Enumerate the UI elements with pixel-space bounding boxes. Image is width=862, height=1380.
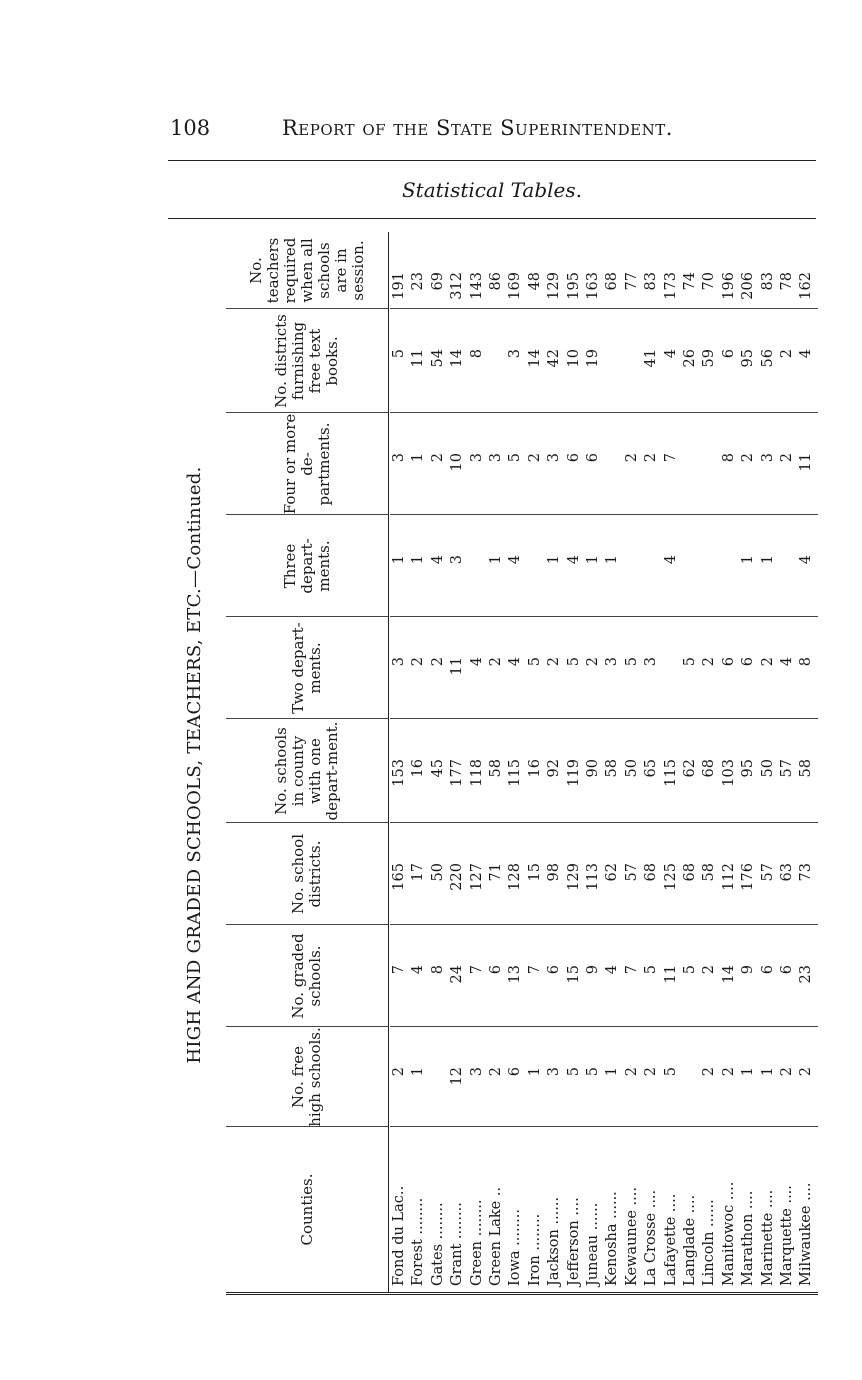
table-cell: 5 (585, 1067, 601, 1077)
table-cell: 58 (604, 759, 621, 778)
table-cell: 165 (391, 863, 407, 891)
table-cell: 41 (643, 349, 660, 368)
table-cell: 23 (798, 965, 815, 984)
county-name: Gates ........ (429, 1202, 446, 1286)
table-cell: 3 (468, 1067, 485, 1077)
table-cell: 65 (643, 759, 660, 778)
table-cell: 54 (429, 349, 446, 368)
table-cell (642, 555, 662, 617)
table-cell: 98 (546, 863, 563, 882)
column-header-7: Four or more de-partments. (226, 412, 388, 515)
table-cell: 118 (468, 759, 485, 787)
column-separator (390, 412, 818, 413)
county-name: Langlade .... (682, 1194, 698, 1286)
table-cell: 5 (682, 965, 698, 975)
table-cell: 8 (429, 965, 446, 975)
table-cell: 7 (468, 965, 485, 975)
table-cell: 83 (759, 272, 776, 291)
table-cell: 119 (565, 759, 582, 787)
column-header-0: Counties. (226, 1126, 388, 1292)
table-cell: 1 (410, 453, 427, 463)
table-row (603, 232, 623, 1292)
table-cell: 86 (488, 272, 504, 291)
table-cell: 23 (410, 272, 427, 291)
table-cell: 1 (410, 1067, 427, 1077)
column-separator (390, 718, 818, 719)
table-cell (623, 349, 643, 413)
table-cell (681, 1067, 701, 1127)
table-cell: 1 (604, 555, 621, 565)
table-cell: 3 (391, 453, 407, 463)
table-cell: 3 (759, 453, 776, 463)
table-cell: 5 (507, 453, 524, 463)
county-name: Kewaunee .... (623, 1187, 640, 1286)
table-cell: 57 (779, 759, 795, 778)
table-row (448, 232, 468, 1292)
county-name: Iowa ........ (507, 1209, 524, 1286)
table-cell: 57 (623, 863, 640, 882)
county-name: Manitowoc .... (720, 1181, 737, 1286)
county-name: Jefferson .... (565, 1197, 582, 1286)
table-cell (429, 1067, 449, 1127)
table-cell: 56 (759, 349, 776, 368)
table-cell: 9 (740, 965, 757, 975)
table-cell: 11 (798, 453, 815, 472)
table-cell: 177 (449, 759, 466, 787)
table-cell: 16 (410, 759, 427, 778)
table-cell: 2 (779, 349, 795, 359)
table-cell: 1 (740, 1067, 757, 1077)
table-cell: 2 (798, 1067, 815, 1077)
table-cell: 2 (740, 453, 757, 463)
table-cell: 14 (720, 965, 737, 984)
table-cell: 68 (643, 863, 660, 882)
table-row (468, 232, 488, 1292)
table-row (390, 232, 410, 1292)
table-cell: 78 (779, 272, 795, 291)
table-cell: 115 (507, 759, 524, 787)
table-cell: 95 (740, 349, 757, 368)
table-cell: 103 (720, 759, 737, 787)
table-cell: 173 (662, 272, 679, 300)
table-cell: 5 (662, 1067, 679, 1077)
table-cell (681, 555, 701, 617)
table-cell: 2 (488, 1067, 504, 1077)
county-name: Milwaukee .... (798, 1182, 815, 1286)
table-cell (603, 349, 623, 413)
table-frame (226, 232, 818, 1295)
table-cell: 68 (701, 759, 718, 778)
county-name: Marinette .... (759, 1189, 776, 1286)
table-cell: 3 (507, 349, 524, 359)
top-rule (168, 160, 816, 161)
table-cell: 19 (585, 349, 601, 368)
table-cell: 59 (701, 349, 718, 368)
table-cell (778, 555, 798, 617)
table-cell (526, 555, 546, 617)
section-title: Statistical Tables. (401, 178, 583, 202)
county-name: Marathon .... (740, 1190, 757, 1286)
column-header-9: No. teachers required when all schools are in session. (246, 237, 367, 304)
table-cell: 2 (429, 453, 446, 463)
table-cell: 1 (546, 555, 563, 565)
table-cell: 12 (449, 1067, 466, 1086)
table-cell: 63 (779, 863, 795, 882)
table-cell: 15 (526, 863, 543, 882)
table-row (506, 232, 526, 1292)
table-cell: 45 (429, 759, 446, 778)
table-cell: 4 (507, 555, 524, 565)
table-row (720, 232, 740, 1292)
table-cell: 1 (391, 555, 407, 565)
table-cell: 128 (507, 863, 524, 891)
table-header-row (226, 232, 389, 1292)
column-header-8: No. districts furnishing free text books. (226, 308, 388, 413)
page-number: 108 (170, 116, 211, 140)
table-cell: 191 (391, 272, 407, 300)
table-cell: 4 (662, 349, 679, 359)
table-cell: 1 (759, 555, 776, 565)
table-row (409, 232, 429, 1292)
county-name: La Crosse .... (643, 1189, 660, 1286)
column-header-3: No. school districts. (226, 822, 388, 925)
table-cell: 7 (526, 965, 543, 975)
table-cell: 8 (468, 349, 485, 359)
table-cell: 16 (526, 759, 543, 778)
county-name: Juneau ...... (585, 1202, 601, 1286)
table-cell: 1 (488, 555, 504, 565)
table-cell: 5 (565, 1067, 582, 1077)
table-cell: 2 (701, 1067, 718, 1077)
table-cell: 5 (643, 965, 660, 975)
table-cell: 4 (507, 657, 524, 667)
table-cell: 71 (488, 863, 504, 882)
table-cell: 3 (643, 657, 660, 667)
table-cell: 6 (488, 965, 504, 975)
table-cell: 58 (798, 759, 815, 778)
table-cell: 6 (565, 453, 582, 463)
table-cell: 196 (720, 272, 737, 300)
table-cell: 2 (526, 453, 543, 463)
table-cell: 24 (449, 965, 466, 984)
table-cell: 2 (585, 657, 601, 667)
table-cell (623, 555, 643, 617)
table-cell: 4 (798, 349, 815, 359)
table-cell: 6 (546, 965, 563, 975)
table-cell: 113 (585, 863, 601, 891)
table-cell: 163 (585, 272, 601, 300)
table-cell: 195 (565, 272, 582, 300)
table-cell: 42 (546, 349, 563, 368)
table-cell (720, 555, 740, 617)
table-cell (468, 555, 488, 617)
table-row (700, 232, 720, 1292)
table-cell: 48 (526, 272, 543, 291)
table-cell: 129 (546, 272, 563, 300)
table-cell: 5 (391, 349, 407, 359)
table-cell: 95 (740, 759, 757, 778)
table-cell: 112 (720, 863, 737, 891)
table-cell: 153 (391, 759, 407, 787)
table-cell: 17 (410, 863, 427, 882)
table-cell: 57 (759, 863, 776, 882)
table-cell: 58 (701, 863, 718, 882)
table-cell: 312 (449, 272, 466, 300)
table-cell: 169 (507, 272, 524, 300)
table-cell: 73 (798, 863, 815, 882)
table-row (526, 232, 546, 1292)
table-cell: 2 (546, 657, 563, 667)
table-row (623, 232, 643, 1292)
table-cell: 10 (565, 349, 582, 368)
column-header-2: No. graded schools. (226, 924, 388, 1027)
table-cell: 5 (623, 657, 640, 667)
table-cell (681, 453, 701, 515)
table-cell: 176 (740, 863, 757, 891)
table-cell: 4 (565, 555, 582, 565)
table-cell: 15 (565, 965, 582, 984)
table-cell: 1 (740, 555, 757, 565)
column-separator (390, 308, 818, 309)
table-row (545, 232, 565, 1292)
table-row (759, 232, 779, 1292)
column-header-6: Three depart-ments. (226, 514, 388, 617)
table-cell: 2 (643, 1067, 660, 1077)
table-cell: 5 (526, 657, 543, 667)
table-cell: 8 (720, 453, 737, 463)
table-cell: 4 (798, 555, 815, 565)
table-cell: 50 (623, 759, 640, 778)
table-row (584, 232, 604, 1292)
table-cell: 10 (449, 453, 466, 472)
county-name: Jackson ...... (546, 1196, 563, 1286)
table-cell: 127 (468, 863, 485, 891)
table-cell: 9 (585, 965, 601, 975)
table-cell: 115 (662, 759, 679, 787)
table-row (778, 232, 798, 1292)
table-cell: 2 (623, 1067, 640, 1077)
column-separator (390, 924, 818, 925)
table-cell: 2 (643, 453, 660, 463)
column-header-5: Two depart-ments. (226, 616, 388, 719)
column-header-1: No. free high schools. (226, 1026, 388, 1127)
table-cell: 58 (488, 759, 504, 778)
table-cell: 125 (662, 863, 679, 891)
table-cell: 6 (720, 349, 737, 359)
table-cell: 1 (604, 1067, 621, 1077)
table-cell: 50 (429, 863, 446, 882)
table-cell (700, 555, 720, 617)
table-cell: 69 (429, 272, 446, 291)
running-head: Report of the State Superintendent. (282, 116, 673, 140)
column-header-4: No. schools in county with one depart-ment. (226, 718, 388, 823)
table-cell: 26 (682, 349, 698, 368)
table-cell: 6 (720, 657, 737, 667)
table-cell: 14 (449, 349, 466, 368)
table-row (429, 232, 449, 1292)
table-cell: 11 (662, 965, 679, 984)
table-cell: 3 (604, 657, 621, 667)
county-name: Green Lake .. (488, 1186, 504, 1286)
table-cell: 62 (604, 863, 621, 882)
table-row (681, 232, 701, 1292)
table-cell: 5 (565, 657, 582, 667)
section-rule (168, 218, 816, 219)
table-cell (487, 349, 507, 413)
table-cell: 90 (585, 759, 601, 778)
column-separator (390, 1126, 818, 1127)
table-cell: 3 (468, 453, 485, 463)
table-cell: 14 (526, 349, 543, 368)
county-name: Forest ........ (410, 1197, 427, 1286)
table-cell: 3 (488, 453, 504, 463)
table-cell (603, 453, 623, 515)
table-cell: 2 (488, 657, 504, 667)
table-cell: 7 (662, 453, 679, 463)
column-separator (390, 1026, 818, 1027)
table-cell: 11 (410, 349, 427, 368)
table-row (565, 232, 585, 1292)
table-cell: 1 (410, 555, 427, 565)
table-cell: 7 (391, 965, 407, 975)
table-cell: 2 (701, 657, 718, 667)
table-cell: 1 (526, 1067, 543, 1077)
column-separator (390, 514, 818, 515)
table-cell: 8 (798, 657, 815, 667)
table-cell: 3 (546, 453, 563, 463)
table-cell: 4 (468, 657, 485, 667)
table-cell: 2 (410, 657, 427, 667)
county-name: Lafayette .... (662, 1193, 679, 1286)
table-cell: 50 (759, 759, 776, 778)
table-cell: 6 (779, 965, 795, 975)
table-cell: 3 (391, 657, 407, 667)
table-cell: 92 (546, 759, 563, 778)
table-cell: 68 (604, 272, 621, 291)
table-row (662, 232, 682, 1292)
table-cell: 129 (565, 863, 582, 891)
table-cell: 4 (429, 555, 446, 565)
table-cell: 2 (779, 453, 795, 463)
table-cell: 13 (507, 965, 524, 984)
table-cell: 4 (779, 657, 795, 667)
table-cell: 6 (759, 965, 776, 975)
county-name: Marquette .... (779, 1185, 795, 1286)
table-row (487, 232, 507, 1292)
table-cell: 162 (798, 272, 815, 300)
table-cell: 143 (468, 272, 485, 300)
table-cell: 4 (604, 965, 621, 975)
table-cell: 2 (623, 453, 640, 463)
rotated-table (178, 235, 818, 1295)
table-row (739, 232, 759, 1292)
table-cell: 2 (391, 1067, 407, 1077)
table-cell: 6 (585, 453, 601, 463)
table-row (797, 232, 817, 1292)
county-name: Iron ........ (526, 1213, 543, 1286)
table-cell: 83 (643, 272, 660, 291)
county-name: Grant ........ (449, 1202, 466, 1286)
table-caption: HIGH AND GRADED SCHOOLS, TEACHERS, ETC.—Continued. (184, 466, 205, 1064)
table-cell (700, 453, 720, 515)
table-cell: 2 (779, 1067, 795, 1077)
table-cell: 2 (701, 965, 718, 975)
table-cell: 70 (701, 272, 718, 291)
county-name: Kenosha ...... (604, 1191, 621, 1286)
county-name: Lincoln ...... (701, 1199, 718, 1286)
table-cell: 6 (740, 657, 757, 667)
column-separator (390, 822, 818, 823)
table-cell: 77 (623, 272, 640, 291)
table-cell: 2 (759, 657, 776, 667)
table-row (642, 232, 662, 1292)
table-cell: 5 (682, 657, 698, 667)
table-cell: 3 (546, 1067, 563, 1077)
table-cell: 1 (759, 1067, 776, 1077)
table-cell: 2 (429, 657, 446, 667)
table-cell: 11 (449, 657, 466, 676)
table-cell: 3 (449, 555, 466, 565)
table-cell (662, 657, 682, 719)
table-cell: 4 (662, 555, 679, 565)
table-cell: 4 (410, 965, 427, 975)
county-name: Green ........ (468, 1199, 485, 1286)
table-cell: 74 (682, 272, 698, 291)
table-cell: 206 (740, 272, 757, 300)
table-cell: 62 (682, 759, 698, 778)
table-cell: 6 (507, 1067, 524, 1077)
column-separator (390, 616, 818, 617)
table-cell: 2 (720, 1067, 737, 1077)
county-name: Fond du Lac.. (391, 1185, 407, 1286)
table-cell: 68 (682, 863, 698, 882)
table-cell: 220 (449, 863, 466, 891)
table-cell: 1 (585, 555, 601, 565)
table-cell: 7 (623, 965, 640, 975)
